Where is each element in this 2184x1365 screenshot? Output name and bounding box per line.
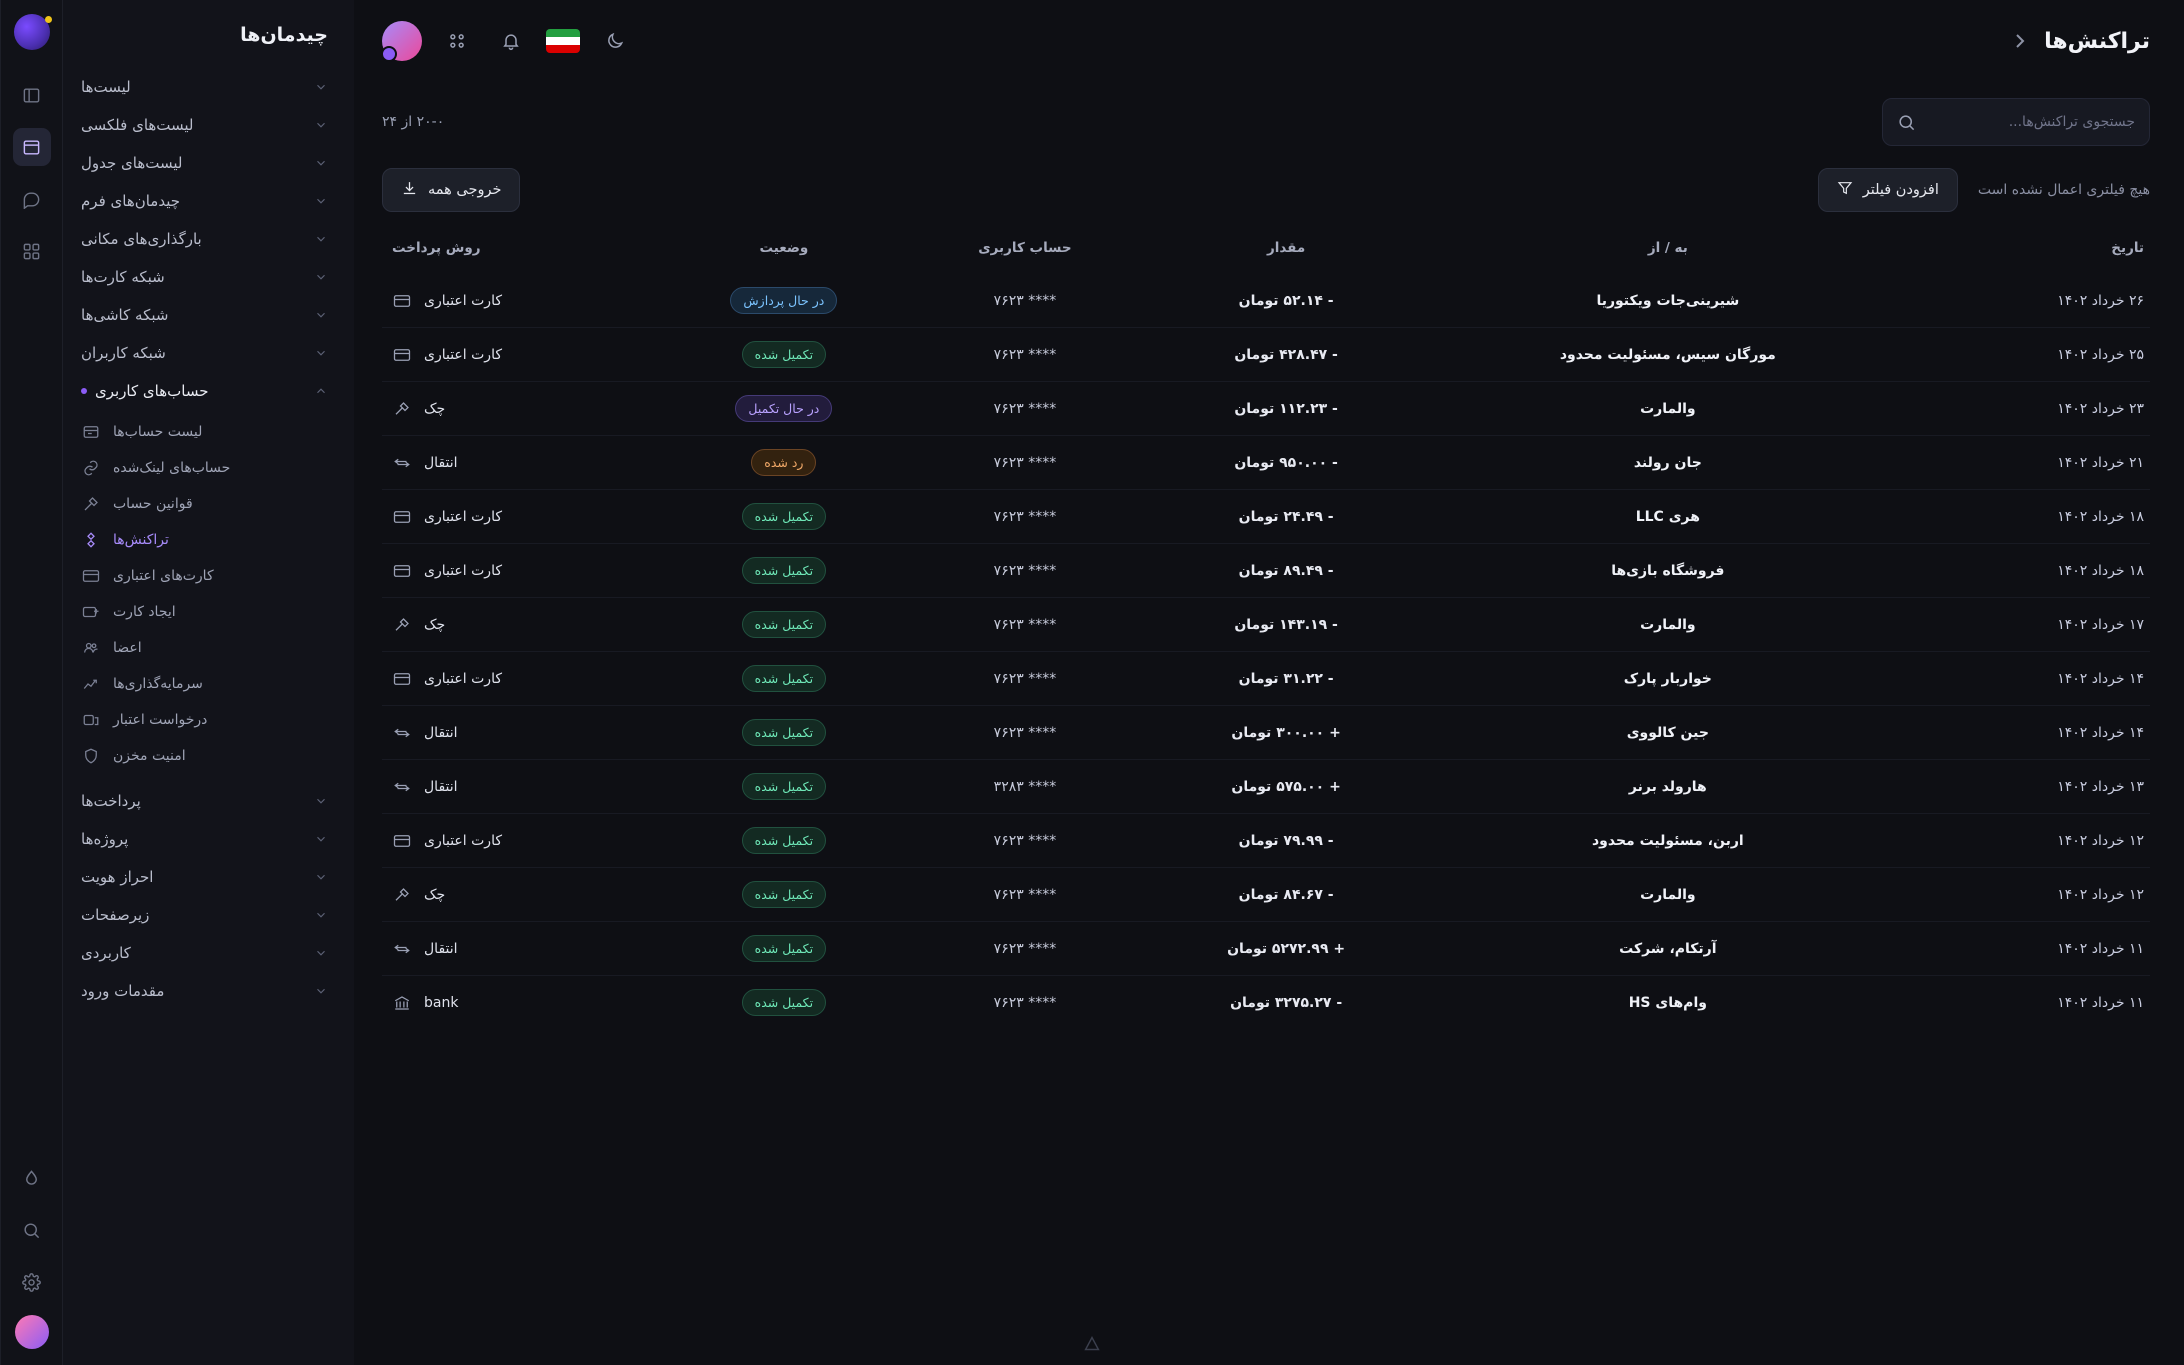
- chevron-down-icon: [314, 984, 328, 998]
- sidebar-item-vault-security[interactable]: [63, 738, 354, 774]
- cell-account: **** ۷۶۲۳: [904, 598, 1145, 652]
- transfer-icon: [392, 724, 412, 742]
- credit-card-icon: [392, 346, 412, 364]
- sidebar-group-subpages[interactable]: [63, 896, 354, 934]
- content-area: [354, 82, 2184, 1029]
- cell-amount: + ۳۰۰.۰۰ تومان: [1145, 706, 1426, 760]
- cell-to-from: آرتکام، شرکت: [1427, 922, 1909, 976]
- sidebar-item-label: لیست حساب‌ها: [113, 424, 203, 440]
- sidebar-group-label: کاربردی: [81, 944, 131, 962]
- cell-to-from: جان رولند: [1427, 436, 1909, 490]
- status-badge: رد شده: [751, 449, 816, 476]
- sidebar-item-label: سرمایه‌گذاری‌ها: [113, 676, 203, 692]
- payment-label: کارت اعتباری: [424, 346, 502, 363]
- chat-icon[interactable]: [13, 180, 51, 218]
- cell-status: [663, 544, 904, 598]
- sidebar-group-onboarding[interactable]: [63, 972, 354, 1010]
- download-icon: [401, 180, 418, 201]
- sidebar-group-label: شبکه کاربران: [81, 344, 166, 362]
- cell-amount: - ۸۹.۴۹ تومان: [1145, 544, 1426, 598]
- sidebar-group-label: زیرصفحات: [81, 906, 150, 924]
- payment-method: [392, 994, 663, 1012]
- cell-payment: [382, 760, 663, 814]
- search-input[interactable]: [1926, 114, 2135, 130]
- status-badge: تکمیل شده: [742, 989, 826, 1016]
- sidebar-group-accounts[interactable]: [63, 372, 354, 410]
- cell-date: ۲۳ خرداد ۱۴۰۲: [1909, 382, 2150, 436]
- status-badge: تکمیل شده: [742, 611, 826, 638]
- check-icon: [392, 886, 412, 904]
- table-row[interactable]: [382, 814, 2150, 868]
- table-row[interactable]: [382, 652, 2150, 706]
- payment-method: [392, 292, 663, 310]
- filter-icon: [1837, 180, 1853, 200]
- sidebar-item-label: درخواست اعتبار: [113, 712, 208, 728]
- chevron-down-icon: [314, 794, 328, 808]
- cell-payment: [382, 922, 663, 976]
- shield-icon: [81, 746, 101, 766]
- sidebar-item-label: قوانین حساب: [113, 496, 193, 512]
- payment-label: انتقال: [424, 724, 458, 741]
- sidebar-group-payments[interactable]: [63, 782, 354, 820]
- sidebar-group-card-grid[interactable]: [63, 258, 354, 296]
- cell-status: [663, 328, 904, 382]
- cell-payment: [382, 706, 663, 760]
- cell-amount: - ۱۴۳.۱۹ تومان: [1145, 598, 1426, 652]
- payment-label: چک: [424, 886, 446, 903]
- cell-payment: [382, 976, 663, 1030]
- active-dot-icon: [81, 388, 87, 394]
- status-badge: تکمیل شده: [742, 503, 826, 530]
- cell-payment: [382, 868, 663, 922]
- sidebar-sublist-accounts: [63, 410, 354, 782]
- status-badge: تکمیل شده: [742, 881, 826, 908]
- cell-date: ۱۳ خرداد ۱۴۰۲: [1909, 760, 2150, 814]
- cell-account: **** ۷۶۲۳: [904, 544, 1145, 598]
- payment-label: چک: [424, 616, 446, 633]
- cell-date: ۱۱ خرداد ۱۴۰۲: [1909, 976, 2150, 1030]
- sidebar-item-label: ایجاد کارت: [113, 604, 176, 620]
- cell-to-from: والمارت: [1427, 382, 1909, 436]
- add-filter-button[interactable]: [1818, 168, 1958, 212]
- list-accounts-icon: [81, 422, 101, 442]
- transactions-icon: [81, 530, 101, 550]
- table-body: [382, 274, 2150, 1029]
- cell-date: ۲۶ خرداد ۱۴۰۲: [2057, 292, 2144, 309]
- cell-status: [663, 436, 904, 490]
- status-badge: تکمیل شده: [742, 827, 826, 854]
- payment-method: [392, 940, 663, 958]
- cell-amount: - ۳۲۷۵.۲۷ تومان: [1145, 976, 1426, 1030]
- payment-method: [392, 616, 663, 634]
- check-icon: [392, 400, 412, 418]
- sidebar-group-projects[interactable]: [63, 820, 354, 858]
- chevron-down-icon: [314, 946, 328, 960]
- chevron-down-icon: [314, 308, 328, 322]
- col-header-to-from[interactable]: به / از: [1647, 240, 1688, 256]
- chevron-down-icon: [314, 156, 328, 170]
- table-row[interactable]: [382, 436, 2150, 490]
- col-header-account[interactable]: حساب کاربری: [978, 240, 1072, 256]
- cell-date: ۱۲ خرداد ۱۴۰۲: [1909, 868, 2150, 922]
- sidebar-item-create-card[interactable]: [63, 594, 354, 630]
- bell-icon[interactable]: [492, 22, 530, 60]
- search-icon: [1897, 113, 1916, 132]
- table-row[interactable]: [382, 274, 2150, 328]
- cell-to-from: شیرینی‌جات ویکتوریا: [1596, 292, 1740, 309]
- sidebar-group-tile-grid[interactable]: [63, 296, 354, 334]
- topbar-actions: [382, 21, 634, 61]
- payment-label: bank: [424, 994, 459, 1011]
- cell-account: **** ۷۶۲۳: [904, 706, 1145, 760]
- sidebar-group-label: لیست‌های جدول: [81, 154, 183, 172]
- table-row[interactable]: [382, 382, 2150, 436]
- cell-amount: - ۲۴.۴۹ تومان: [1145, 490, 1426, 544]
- chevron-down-icon: [314, 232, 328, 246]
- sidebar-group-lists[interactable]: [63, 68, 354, 106]
- payment-method: [392, 670, 663, 688]
- payment-method: [392, 778, 663, 796]
- chevron-down-icon: [314, 832, 328, 846]
- sidebar-item-label: امنیت مخزن: [113, 748, 186, 764]
- sidebar-group-label: چیدمان‌های فرم: [81, 192, 181, 210]
- cell-account: **** ۷۶۲۳: [904, 490, 1145, 544]
- cell-to-from: اربن، مسئولیت محدود: [1427, 814, 1909, 868]
- cell-payment: [382, 274, 663, 328]
- search-box[interactable]: [1882, 98, 2150, 146]
- transfer-icon: [392, 940, 412, 958]
- cell-payment: [382, 328, 663, 382]
- sidebar-item-linked-accounts[interactable]: [63, 450, 354, 486]
- status-badge: تکمیل شده: [742, 773, 826, 800]
- add-card-icon: [81, 602, 101, 622]
- status-badge: تکمیل شده: [742, 665, 826, 692]
- table-row[interactable]: [382, 490, 2150, 544]
- col-header-date[interactable]: تاریخ: [2111, 240, 2144, 256]
- cell-status: [663, 274, 904, 328]
- filter-empty-note: هیچ فیلتری اعمال نشده است: [1977, 182, 2150, 198]
- table-row[interactable]: [382, 544, 2150, 598]
- cell-payment: [382, 436, 663, 490]
- sidebar-item-label: حساب‌های لینک‌شده: [113, 460, 231, 476]
- chevron-down-icon: [314, 80, 328, 94]
- sidebar-group-label: پرداخت‌ها: [81, 792, 141, 810]
- cell-account: **** ۷۶۲۳: [904, 922, 1145, 976]
- cell-amount: + ۵۷۵.۰۰ تومان: [1145, 760, 1426, 814]
- payment-label: انتقال: [424, 778, 458, 795]
- cell-amount: - ۵۲.۱۴ تومان: [1238, 292, 1334, 309]
- cell-date: ۲۱ خرداد ۱۴۰۲: [1909, 436, 2150, 490]
- sidebar-group-form-layouts[interactable]: [63, 182, 354, 220]
- payment-method: [392, 724, 663, 742]
- credit-card-icon: [81, 566, 101, 586]
- export-all-button[interactable]: [382, 168, 520, 212]
- table-header-row: [382, 230, 2150, 274]
- sidebar-group-label: لیست‌های فلکسی: [81, 116, 194, 134]
- panel-icon[interactable]: [13, 76, 51, 114]
- chevron-down-icon: [314, 270, 328, 284]
- cell-date: ۱۲ خرداد ۱۴۰۲: [1909, 814, 2150, 868]
- apps-grid-icon[interactable]: [438, 22, 476, 60]
- sidebar-item-label: اعضا: [113, 640, 142, 656]
- cell-amount: - ۹۵۰.۰۰ تومان: [1145, 436, 1426, 490]
- cell-status: [663, 490, 904, 544]
- transfer-icon: [392, 778, 412, 796]
- cell-account: **** ۷۶۲۳: [904, 976, 1145, 1030]
- transfer-icon: [392, 454, 412, 472]
- sidebar-item-account-rules[interactable]: [63, 486, 354, 522]
- rail-user-avatar[interactable]: [15, 1315, 49, 1349]
- cell-payment: [382, 544, 663, 598]
- table-row[interactable]: [382, 976, 2150, 1030]
- cell-to-from: والمارت: [1427, 868, 1909, 922]
- sidebar-group-spatial-uploads[interactable]: [63, 220, 354, 258]
- payment-label: کارت اعتباری: [424, 670, 502, 687]
- toolbar-row-search: [382, 98, 2150, 146]
- cell-status: [663, 814, 904, 868]
- table-row[interactable]: [382, 922, 2150, 976]
- sidebar-item-investments[interactable]: [63, 666, 354, 702]
- sidebar-group-table-lists[interactable]: [63, 144, 354, 182]
- cell-amount: + ۵۲۷۲.۹۹ تومان: [1145, 922, 1426, 976]
- payment-label: چک: [424, 400, 446, 417]
- payment-label: کارت اعتباری: [424, 562, 502, 579]
- credit-card-icon: [392, 508, 412, 526]
- drop-icon[interactable]: [13, 1159, 51, 1197]
- credit-card-icon: [392, 832, 412, 850]
- cell-status: [663, 922, 904, 976]
- table-head: [382, 230, 2150, 274]
- cell-to-from: هارولد برنر: [1427, 760, 1909, 814]
- cell-date: ۲۵ خرداد ۱۴۰۲: [1909, 328, 2150, 382]
- credit-card-icon: [392, 670, 412, 688]
- payment-label: کارت اعتباری: [424, 832, 502, 849]
- search-icon[interactable]: [13, 1211, 51, 1249]
- col-header-status[interactable]: وضعیت: [759, 240, 809, 256]
- cell-to-from: والمارت: [1427, 598, 1909, 652]
- payment-label: کارت اعتباری: [424, 292, 502, 309]
- cell-to-from: مورگان سیس، مسئولیت محدود: [1427, 328, 1909, 382]
- payment-method: [392, 562, 663, 580]
- app-logo[interactable]: [14, 14, 50, 50]
- sidebar-item-credit-cards[interactable]: [63, 558, 354, 594]
- cell-amount: - ۳۱.۲۲ تومان: [1145, 652, 1426, 706]
- cell-amount: - ۴۲۸.۴۷ تومان: [1145, 328, 1426, 382]
- apps-grid-icon[interactable]: [13, 232, 51, 270]
- cell-account: **** ۷۶۲۳: [904, 868, 1145, 922]
- moon-icon[interactable]: [596, 22, 634, 60]
- sidebar-group-label: لیست‌ها: [81, 78, 131, 96]
- export-all-label: خروجی همه: [428, 182, 502, 198]
- chevron-down-icon: [314, 908, 328, 922]
- cell-date: ۱۷ خرداد ۱۴۰۲: [1909, 598, 2150, 652]
- cell-to-from: وام‌های HS: [1427, 976, 1909, 1030]
- sidebar-group-label: پروژه‌ها: [81, 830, 129, 848]
- sidebar: [62, 0, 354, 1365]
- settings-icon[interactable]: [13, 1263, 51, 1301]
- chevron-right-icon[interactable]: [2008, 29, 2032, 53]
- link-icon: [81, 458, 101, 478]
- cell-status: [663, 382, 904, 436]
- cell-amount: - ۸۴.۶۷ تومان: [1145, 868, 1426, 922]
- page-title: تراکنش‌ها: [2044, 28, 2150, 54]
- cell-account: **** ۷۶۲۳: [993, 292, 1057, 309]
- status-badge: تکمیل شده: [742, 557, 826, 584]
- cell-account: **** ۷۶۲۳: [904, 328, 1145, 382]
- check-icon: [392, 616, 412, 634]
- topbar: [354, 0, 2184, 82]
- payment-method: [392, 346, 663, 364]
- chevron-down-icon: [314, 346, 328, 360]
- cell-date: ۱۴ خرداد ۱۴۰۲: [1909, 652, 2150, 706]
- cell-status: [663, 652, 904, 706]
- status-badge: در حال پردازش: [730, 287, 837, 314]
- credit-card-icon: [392, 562, 412, 580]
- cell-to-from: هری LLC: [1427, 490, 1909, 544]
- payment-method: [392, 886, 663, 904]
- table-row[interactable]: [382, 868, 2150, 922]
- sidebar-group-label: احراز هویت: [81, 868, 154, 886]
- cell-account: **** ۷۶۲۳: [904, 436, 1145, 490]
- cell-to-from: جین کالووی: [1427, 706, 1909, 760]
- topbar-title-area: [2008, 29, 2150, 54]
- sidebar-item-label: کارت‌های اعتباری: [113, 568, 214, 584]
- payment-label: کارت اعتباری: [424, 508, 502, 525]
- cell-date: ۱۱ خرداد ۱۴۰۲: [1909, 922, 2150, 976]
- cell-payment: [382, 598, 663, 652]
- flag-icon[interactable]: [546, 29, 580, 53]
- cell-date: ۱۴ خرداد ۱۴۰۲: [1909, 706, 2150, 760]
- main-content: [354, 0, 2184, 1365]
- add-filter-label: افزودن فیلتر: [1862, 182, 1939, 198]
- payment-method: [392, 400, 663, 418]
- cell-to-from: فروشگاه بازی‌ها: [1427, 544, 1909, 598]
- sidebar-group-label-wrap: [81, 382, 208, 400]
- bank-icon: [392, 994, 412, 1012]
- credit-card-icon: [392, 292, 412, 310]
- cell-amount: - ۱۱۲.۲۳ تومان: [1145, 382, 1426, 436]
- sidebar-item-members[interactable]: [63, 630, 354, 666]
- chevron-down-icon: [314, 118, 328, 132]
- sidebar-group-user-grid[interactable]: [63, 334, 354, 372]
- status-badge: تکمیل شده: [742, 341, 826, 368]
- col-header-amount[interactable]: مقدار: [1266, 240, 1306, 256]
- cell-payment: [382, 814, 663, 868]
- chevron-down-icon: [314, 194, 328, 208]
- sidebar-group-flex-lists[interactable]: [63, 106, 354, 144]
- cell-status: [663, 706, 904, 760]
- sidebar-group-authentication[interactable]: [63, 858, 354, 896]
- cell-account: **** ۷۶۲۳: [904, 382, 1145, 436]
- toolbar-row-actions: [382, 168, 2150, 212]
- cell-status: [663, 760, 904, 814]
- sidebar-item-credit-request[interactable]: [63, 702, 354, 738]
- cell-date: ۱۸ خرداد ۱۴۰۲: [1909, 544, 2150, 598]
- sidebar-group-utility[interactable]: [63, 934, 354, 972]
- cell-status: [663, 868, 904, 922]
- payment-label: انتقال: [424, 940, 458, 957]
- chevron-down-icon: [314, 870, 328, 884]
- sidebar-title: چیدمان‌ها: [240, 24, 328, 46]
- cell-account: **** ۳۲۸۳: [904, 760, 1145, 814]
- status-badge: در حال تکمیل: [735, 395, 832, 422]
- grid-layout-icon[interactable]: [13, 128, 51, 166]
- footer-logo-icon: [1081, 1333, 1103, 1359]
- payment-method: [392, 454, 663, 472]
- sidebar-group-label: بارگذاری‌های مکانی: [81, 230, 202, 248]
- cell-status: [663, 598, 904, 652]
- filter-area: [1818, 168, 2150, 212]
- sidebar-group-label: حساب‌های کاربری: [95, 382, 209, 400]
- cell-payment: [382, 382, 663, 436]
- sidebar-group-label: مقدمات ورود: [81, 982, 165, 1000]
- table-row[interactable]: [382, 706, 2150, 760]
- cell-to-from: خواربار پارک: [1427, 652, 1909, 706]
- cell-account: **** ۷۶۲۳: [904, 814, 1145, 868]
- cell-amount: - ۷۹.۹۹ تومان: [1145, 814, 1426, 868]
- col-header-payment[interactable]: روش پرداخت: [392, 240, 481, 256]
- table-row[interactable]: [382, 328, 2150, 382]
- investments-icon: [81, 674, 101, 694]
- pagination-label: ۲۰-۰ از ۲۴: [382, 114, 445, 130]
- user-avatar[interactable]: [382, 21, 422, 61]
- payment-method: [392, 832, 663, 850]
- table-row[interactable]: [382, 598, 2150, 652]
- icon-rail: [0, 0, 62, 1365]
- credit-request-icon: [81, 710, 101, 730]
- cell-account: **** ۷۶۲۳: [904, 652, 1145, 706]
- sidebar-item-transactions[interactable]: [63, 522, 354, 558]
- sidebar-item-account-list[interactable]: [63, 414, 354, 450]
- payment-label: انتقال: [424, 454, 458, 471]
- cell-status: [663, 976, 904, 1030]
- sidebar-group-label: شبکه کاشی‌ها: [81, 306, 169, 324]
- rules-icon: [81, 494, 101, 514]
- status-badge: تکمیل شده: [742, 719, 826, 746]
- cell-payment: [382, 652, 663, 706]
- sidebar-group-label: شبکه کارت‌ها: [81, 268, 165, 286]
- chevron-up-icon: [314, 384, 328, 398]
- table-row[interactable]: [382, 760, 2150, 814]
- status-badge: تکمیل شده: [742, 935, 826, 962]
- cell-payment: [382, 490, 663, 544]
- payment-method: [392, 508, 663, 526]
- members-icon: [81, 638, 101, 658]
- cell-date: ۱۸ خرداد ۱۴۰۲: [1909, 490, 2150, 544]
- transactions-table: [382, 230, 2150, 1029]
- sidebar-item-label: تراکنش‌ها: [113, 532, 169, 548]
